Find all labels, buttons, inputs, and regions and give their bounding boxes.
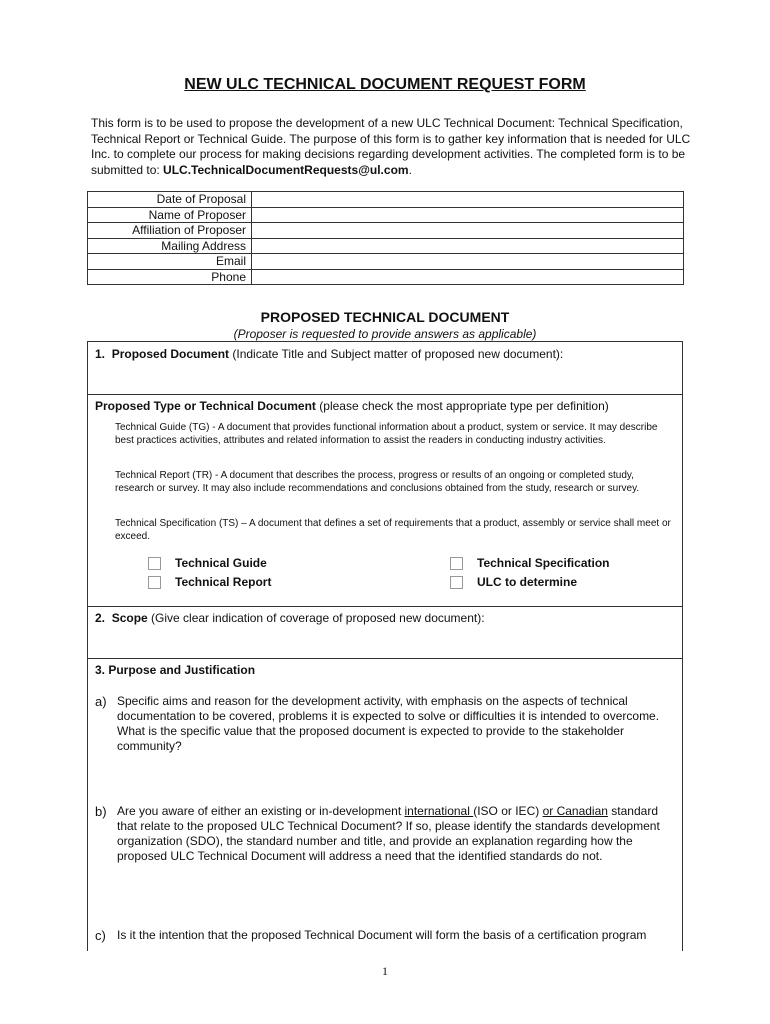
definition-ts: Technical Specification (TS) – A document that defines a set of requirements that a product, assembly or service shall meet or exceed.	[115, 518, 671, 542]
q2-answer-area[interactable]	[88, 628, 682, 656]
divider	[88, 658, 682, 659]
q3-item-b	[95, 804, 675, 864]
q3-b-post: standard that relate to the proposed ULC Technical Document? If so, please identify the standards development organization (SDO), the standard number and title, and provide an explanation regarding how the proposed ULC Technical Document will address a need that the identified standards do not.	[117, 804, 660, 863]
definition-tr: Technical Report (TR) - A document that describes the process, progress or results of an ongoing or completed study, research or survey. It may also include recommendations and conclusions obtained from the study, research or survey.	[115, 470, 640, 494]
submission-email[interactable]: ULC.TechnicalDocumentRequests@ul.com	[163, 162, 409, 177]
phone-field[interactable]	[252, 269, 684, 285]
proposer-info-table	[87, 191, 684, 285]
divider	[88, 606, 682, 607]
technical-specification-checkbox[interactable]	[450, 557, 463, 570]
field-label: Date of Proposal	[88, 192, 252, 208]
section-subtitle: (Proposer is requested to provide answers as applicable)	[233, 327, 537, 341]
q3-b-canadian: or Canadian	[542, 804, 608, 818]
item-marker: c)	[95, 928, 106, 943]
form-title: NEW ULC TECHNICAL DOCUMENT REQUEST FORM	[184, 76, 586, 93]
q1-number: 1.	[95, 347, 106, 361]
field-label: Email	[88, 254, 252, 270]
definition-tg: Technical Guide (TG) - A document that provides functional information about a product, system or service. It may describe best practices activities, attributes and related information to assist the readers in conducting industry activities.	[115, 422, 658, 446]
email-field[interactable]	[252, 254, 684, 270]
intro-paragraph	[91, 116, 691, 178]
option-ulc-to-determine[interactable]	[450, 575, 577, 589]
technical-report-checkbox[interactable]	[148, 576, 161, 589]
table-row	[88, 223, 684, 239]
field-label: Name of Proposer	[88, 207, 252, 223]
proposal-form-box	[87, 341, 683, 951]
technical-specification-label: Technical Specification	[477, 556, 610, 570]
q1-answer-area[interactable]	[88, 364, 682, 392]
option-technical-guide[interactable]	[148, 556, 267, 570]
table-row	[88, 254, 684, 270]
option-technical-specification[interactable]	[450, 556, 609, 570]
q3-c-text: Is it the intention that the proposed Technical Document will form the basis of a certification program	[117, 928, 647, 942]
table-row	[88, 192, 684, 208]
page-number: 1	[382, 964, 388, 978]
q2-rest: (Give clear indication of coverage of proposed new document):	[147, 611, 485, 625]
option-technical-report[interactable]	[148, 575, 271, 589]
q3-a-answer-area[interactable]	[116, 756, 676, 800]
type-rest: (please check the most appropriate type per definition)	[315, 399, 609, 413]
type-bold: Proposed Type or Technical Document	[95, 399, 316, 413]
q3-item-a	[95, 694, 675, 754]
q3-item-c	[95, 928, 683, 943]
q3-b-pre: Are you aware of either an existing or in-development	[117, 804, 405, 818]
q3-a-text: Specific aims and reason for the development activity, with emphasis on the aspects of technical documentation to be covered, problems it is expected to solve or difficulties it is intended to overcome. What is the specific value that the proposed document is expected to provide to the stakeholder community?	[117, 694, 660, 753]
ulc-to-determine-label: ULC to determine	[477, 575, 578, 589]
q3-b-international: international	[404, 804, 474, 818]
mailing-address-field[interactable]	[252, 238, 684, 254]
field-label: Mailing Address	[88, 238, 252, 254]
divider	[88, 394, 682, 395]
q2-number: 2.	[95, 611, 106, 625]
ulc-to-determine-checkbox[interactable]	[450, 576, 463, 589]
q3-b-text	[117, 804, 675, 864]
name-of-proposer-field[interactable]	[252, 207, 684, 223]
table-row	[88, 269, 684, 285]
q1-bold: Proposed Document	[111, 347, 230, 361]
date-of-proposal-field[interactable]	[252, 192, 684, 208]
technical-guide-label: Technical Guide	[175, 556, 267, 570]
q1-heading	[95, 347, 563, 362]
q1-rest: (Indicate Title and Subject matter of proposed new document):	[229, 347, 564, 361]
affiliation-field[interactable]	[252, 223, 684, 239]
item-marker: b)	[95, 804, 107, 819]
q3-heading: 3. Purpose and Justification	[95, 663, 256, 677]
q2-bold: Scope	[111, 611, 148, 625]
table-row	[88, 207, 684, 223]
q2-heading	[95, 611, 485, 626]
field-label: Affiliation of Proposer	[88, 223, 252, 239]
section-title: PROPOSED TECHNICAL DOCUMENT	[260, 309, 510, 325]
intro-text: This form is to be used to propose the development of a new ULC Technical Document: Technical Specification, Technical Report or Technical Guide. The purpose of this form is to gather key information that is needed for ULC Inc. to complete our process for making decisions regarding development activities. The completed form is to be submitted to:	[91, 116, 691, 177]
technical-guide-checkbox[interactable]	[148, 557, 161, 570]
q3-b-mid: (ISO or IEC)	[473, 804, 543, 818]
item-marker: a)	[95, 694, 107, 709]
type-heading	[95, 399, 609, 414]
q3-b-answer-area[interactable]	[116, 882, 676, 926]
table-row	[88, 238, 684, 254]
intro-end: .	[408, 162, 412, 177]
technical-report-label: Technical Report	[175, 575, 272, 589]
field-label: Phone	[88, 269, 252, 285]
